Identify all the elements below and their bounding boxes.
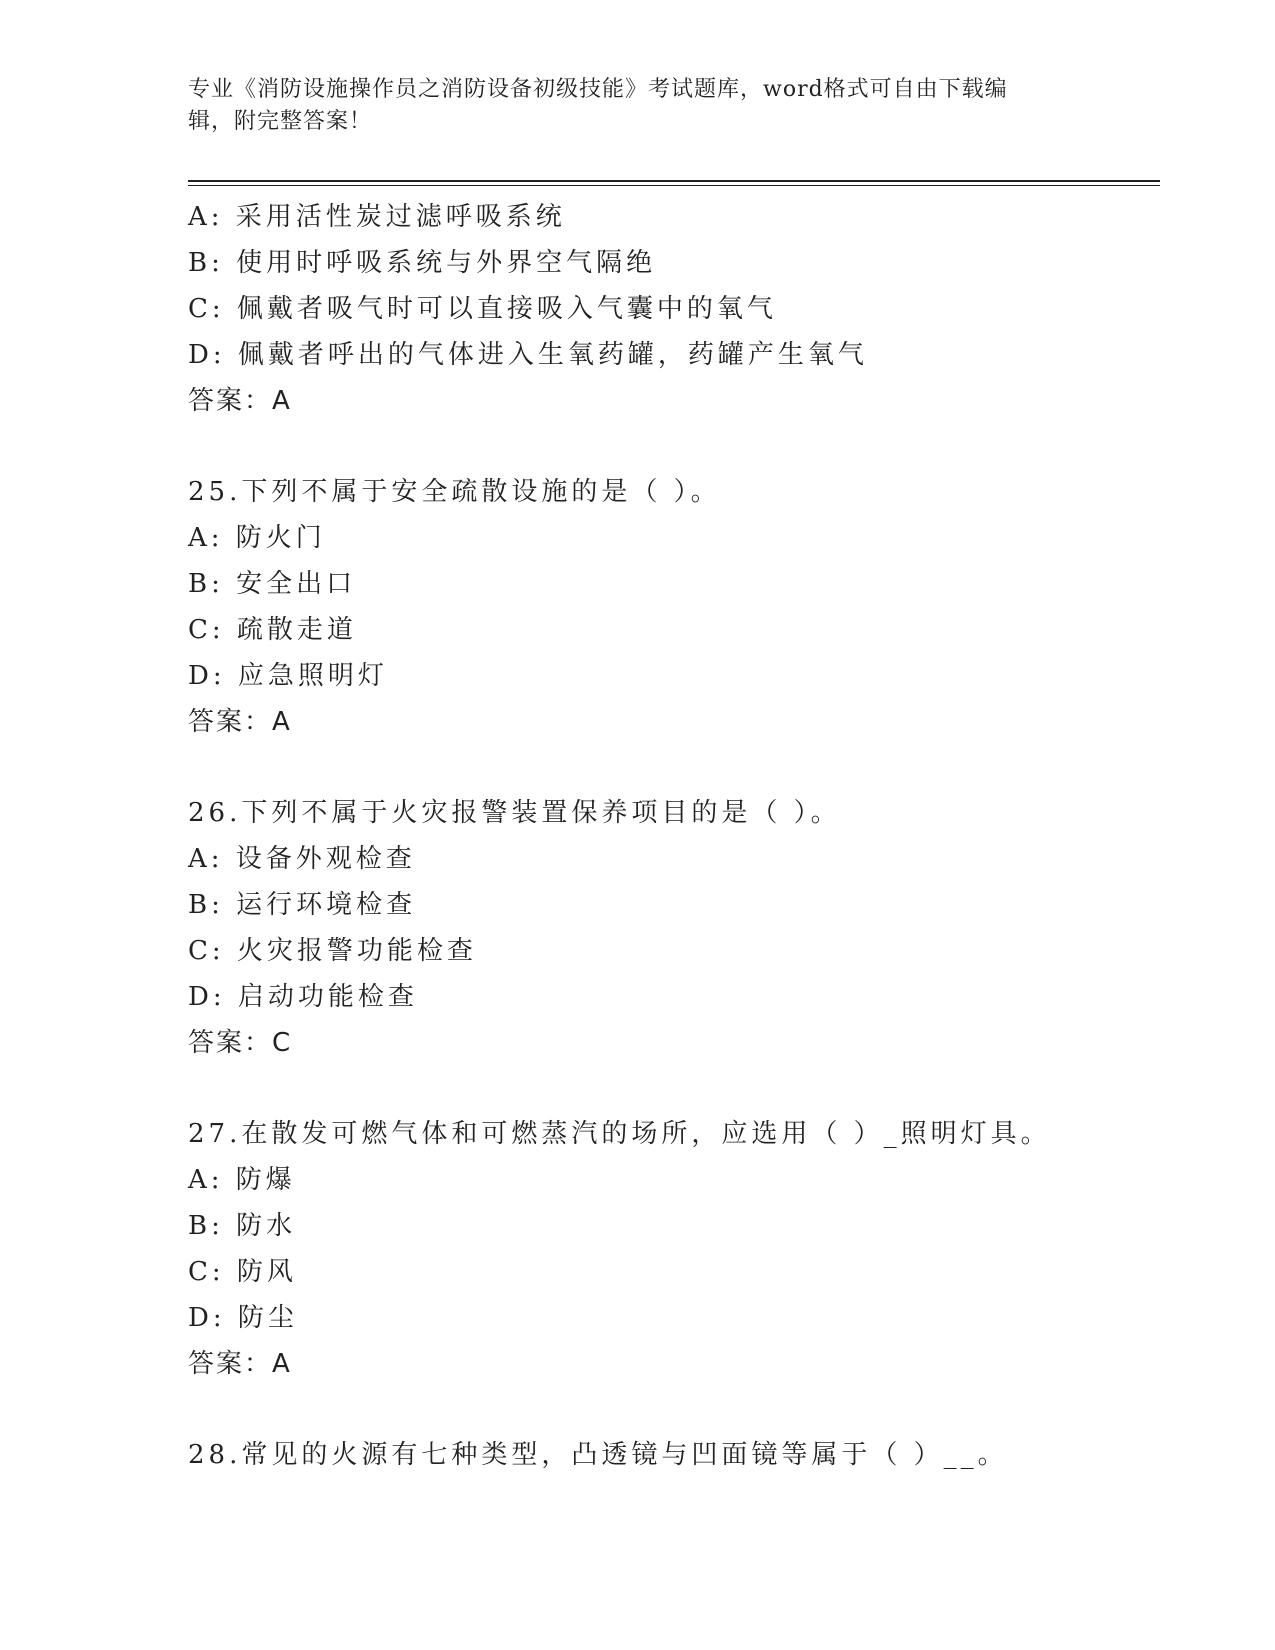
option-b: B: 运行环境检查 — [188, 890, 417, 920]
intro-line-2: 辑，附完整答案！ — [188, 109, 373, 134]
question-list — [188, 194, 1168, 1478]
option-d: D: 防尘 — [188, 1303, 298, 1333]
answer: 答案：A — [188, 707, 292, 737]
option-d: D: 应急照明灯 — [188, 661, 388, 691]
question-text: 27.在散发可燃气体和可燃蒸汽的场所，应选用（ ）_照明灯具。 — [188, 1119, 1051, 1149]
question-26 — [188, 790, 1168, 1066]
question-text: 28.常见的火源有七种类型，凸透镜与凹面镜等属于（ ）__。 — [188, 1440, 1008, 1470]
option-b: B: 安全出口 — [188, 569, 357, 599]
question-24-continued — [188, 194, 1168, 424]
question-25 — [188, 469, 1168, 745]
intro-line-1: 专业《消防设施操作员之消防设备初级技能》考试题库，word格式可自由下载编 — [188, 77, 1008, 102]
option-d: D: 佩戴者呼出的气体进入生氧药罐，药罐产生氧气 — [188, 340, 868, 370]
option-c: C: 佩戴者吸气时可以直接吸入气囊中的氧气 — [188, 294, 777, 324]
option-a: A: 防火门 — [188, 523, 326, 553]
question-text: 26.下列不属于火灾报警装置保养项目的是（ ）。 — [188, 798, 841, 828]
answer: 答案：A — [188, 386, 292, 416]
answer: 答案：A — [188, 1349, 292, 1379]
option-b: B: 防水 — [188, 1211, 297, 1241]
question-27 — [188, 1111, 1168, 1387]
document-intro — [188, 74, 1068, 138]
option-d: D: 启动功能检查 — [188, 982, 418, 1012]
header-divider-thick — [188, 180, 1160, 182]
answer: 答案：C — [188, 1028, 293, 1058]
header-divider-thin — [188, 185, 1160, 186]
option-b: B: 使用时呼吸系统与外界空气隔绝 — [188, 248, 657, 278]
question-28 — [188, 1432, 1168, 1478]
option-c: C: 火灾报警功能检查 — [188, 936, 477, 966]
option-a: A: 设备外观检查 — [188, 844, 416, 874]
option-a: A: 采用活性炭过滤呼吸系统 — [188, 202, 566, 232]
option-a: A: 防爆 — [188, 1165, 296, 1195]
option-c: C: 防风 — [188, 1257, 297, 1287]
option-c: C: 疏散走道 — [188, 615, 357, 645]
question-text: 25.下列不属于安全疏散设施的是（ ）。 — [188, 477, 721, 507]
